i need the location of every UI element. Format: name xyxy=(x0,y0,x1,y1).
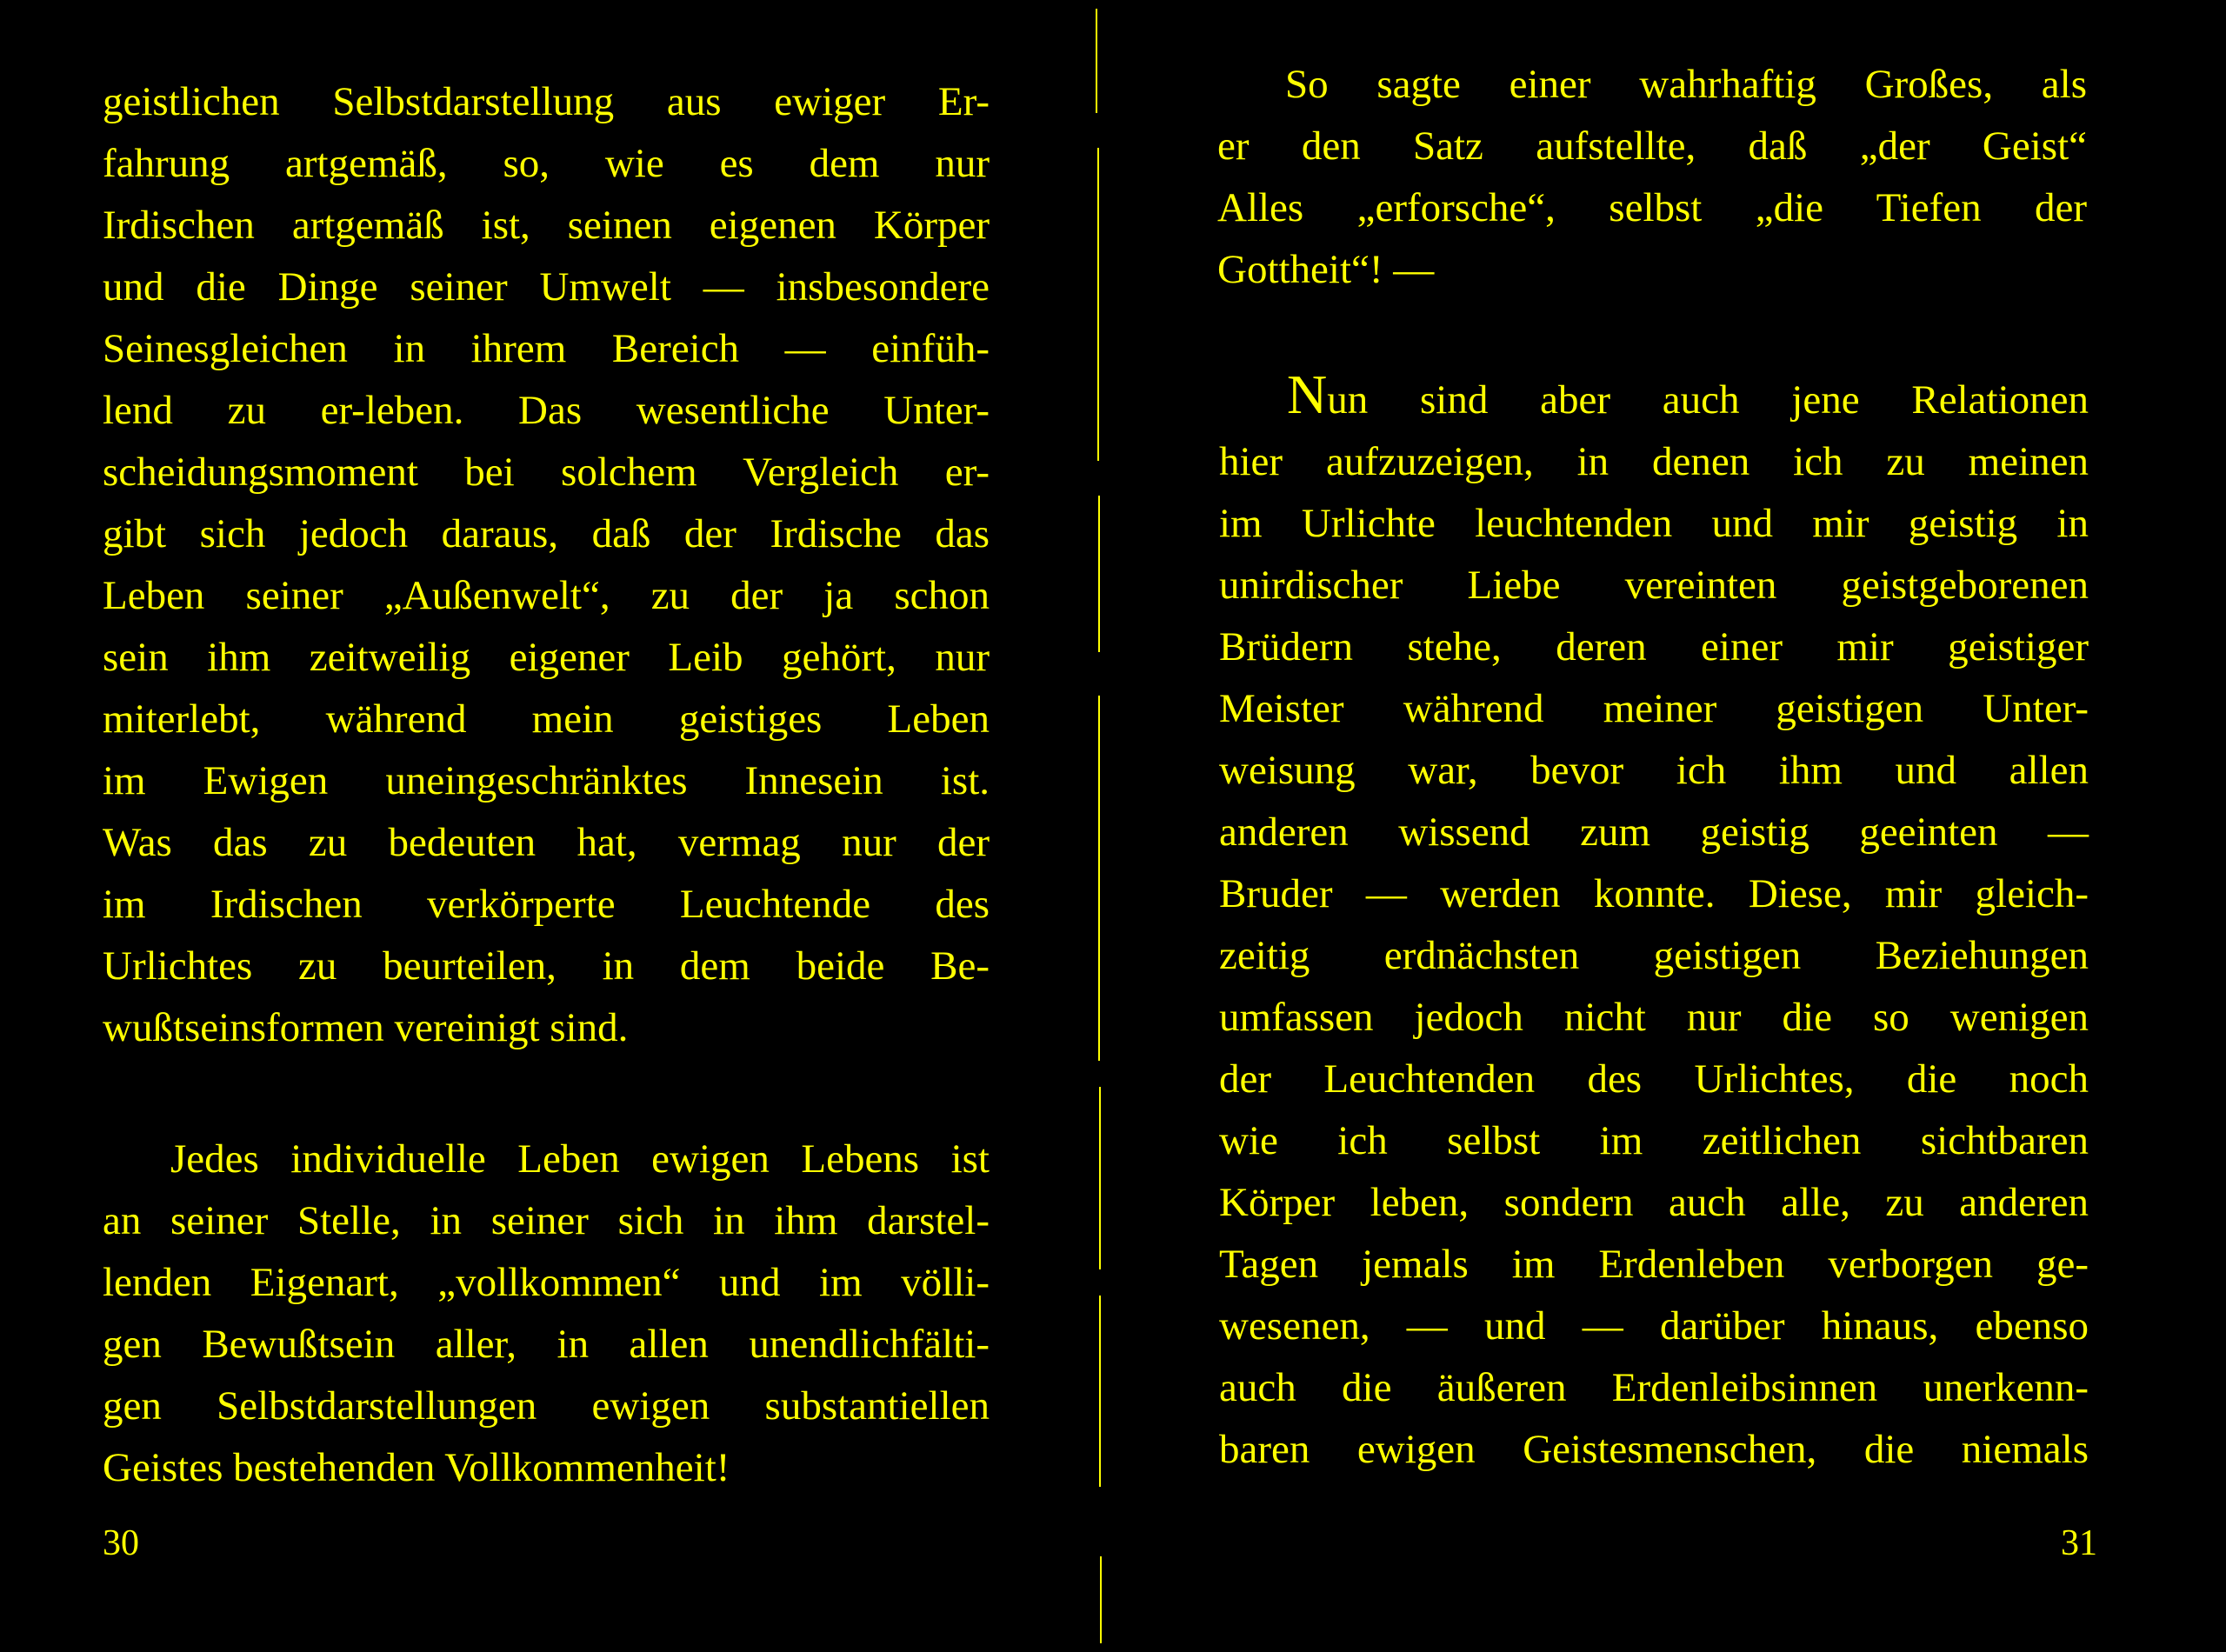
text-line: anderen wissend zum geistig geeinten — xyxy=(1219,809,2089,855)
text-line: er den Satz aufstellte, daß „der Geist“ xyxy=(1217,123,2087,169)
right-paragraph-2 xyxy=(1219,363,2089,1481)
text-line: lend zu er-leben. Das wesentliche Unter- xyxy=(103,388,990,433)
text-line: gen Bewußtsein aller, in allen unendlichfälti- xyxy=(103,1322,990,1367)
text-line: geistlichen Selbstdarstellung aus ewiger Er- xyxy=(103,79,990,124)
right-page xyxy=(1109,0,2226,1652)
text-line: miterlebt, während mein geistiges Leben xyxy=(103,696,990,742)
text-line: auch die äußeren Erdenleibsinnen unerkenn- xyxy=(1219,1365,2089,1410)
text-line: umfassen jedoch nicht nur die so wenigen xyxy=(1219,995,2089,1040)
text-line: Was das zu bedeuten hat, vermag nur der xyxy=(103,820,990,865)
text-line: Körper leben, sondern auch alle, zu anderen xyxy=(1219,1180,2089,1225)
text-line: gen Selbstdarstellungen ewigen substantiellen xyxy=(103,1383,990,1429)
page-gutter xyxy=(1094,9,1106,1643)
text-line: scheidungsmoment bei solchem Vergleich er- xyxy=(103,450,990,495)
text-line xyxy=(1219,363,2089,431)
text-line: Geistes bestehenden Vollkommenheit! xyxy=(103,1445,730,1490)
page-number: 31 xyxy=(2061,1523,2097,1563)
left-page xyxy=(0,0,1100,1652)
text-line: fahrung artgemäß, so, wie es dem nur xyxy=(103,141,990,186)
text-line: Tagen jemals im Erdenleben verborgen ge- xyxy=(1219,1242,2089,1287)
text-line: So sagte einer wahrhaftig Großes, als xyxy=(1285,62,2087,107)
text-line: im Urlichte leuchtenden und mir geistig in xyxy=(1219,501,2089,546)
text-line: lenden Eigenart, „vollkommen“ und im völli- xyxy=(103,1260,990,1305)
text-line: Leben seiner „Außenwelt“, zu der ja schon xyxy=(103,573,990,618)
text-line: wesenen, — und — darüber hinaus, ebenso xyxy=(1219,1303,2089,1349)
text-line: im Irdischen verkörperte Leuchtende des xyxy=(103,882,990,927)
text-line: Bruder — werden konnte. Diese, mir gleich- xyxy=(1219,871,2089,916)
left-paragraph-1 xyxy=(103,71,990,1059)
text-line: Irdischen artgemäß ist, seinen eigenen Körper xyxy=(103,203,990,248)
text-line: wußtseinsformen vereinigt sind. xyxy=(103,1005,629,1050)
text-line: unirdischer Liebe vereinten geistgeborenen xyxy=(1219,563,2089,608)
text-line: sein ihm zeitweilig eigener Leib gehört, nur xyxy=(103,635,990,680)
first-line-rest: un sind aber auch jene Relationen xyxy=(1327,377,2089,423)
text-line: weisung war, bevor ich ihm und allen xyxy=(1219,748,2089,793)
page-number: 30 xyxy=(103,1523,139,1563)
left-paragraph-2 xyxy=(103,1129,990,1499)
text-line: Meister während meiner geistigen Unter- xyxy=(1219,686,2089,731)
text-line: und die Dinge seiner Umwelt — insbesondere xyxy=(103,264,990,310)
text-line: wie ich selbst im zeitlichen sichtbaren xyxy=(1219,1118,2089,1163)
text-line: Brüdern stehe, deren einer mir geistiger xyxy=(1219,624,2089,669)
text-line: Urlichtes zu beurteilen, in dem beide Be- xyxy=(103,943,990,989)
text-line: Jedes individuelle Leben ewigen Lebens ist xyxy=(170,1136,990,1182)
text-line: im Ewigen uneingeschränktes Innesein ist. xyxy=(103,758,990,803)
text-line: zeitig erdnächsten geistigen Beziehungen xyxy=(1219,933,2089,978)
text-line: baren ewigen Geistesmenschen, die niemals xyxy=(1219,1427,2089,1472)
text-line: Alles „erforsche“, selbst „die Tiefen der xyxy=(1217,185,2087,230)
text-line: gibt sich jedoch daraus, daß der Irdische das xyxy=(103,511,990,556)
initial-letter: N xyxy=(1287,363,1328,425)
right-paragraph-1 xyxy=(1217,54,2087,301)
text-line: an seiner Stelle, in seiner sich in ihm darstel- xyxy=(103,1198,990,1243)
text-line: hier aufzuzeigen, in denen ich zu meinen xyxy=(1219,439,2089,484)
text-line: Gottheit“! — xyxy=(1217,247,1435,292)
text-line: Seinesgleichen in ihrem Bereich — einfüh- xyxy=(103,326,990,371)
text-line: der Leuchtenden des Urlichtes, die noch xyxy=(1219,1056,2089,1102)
